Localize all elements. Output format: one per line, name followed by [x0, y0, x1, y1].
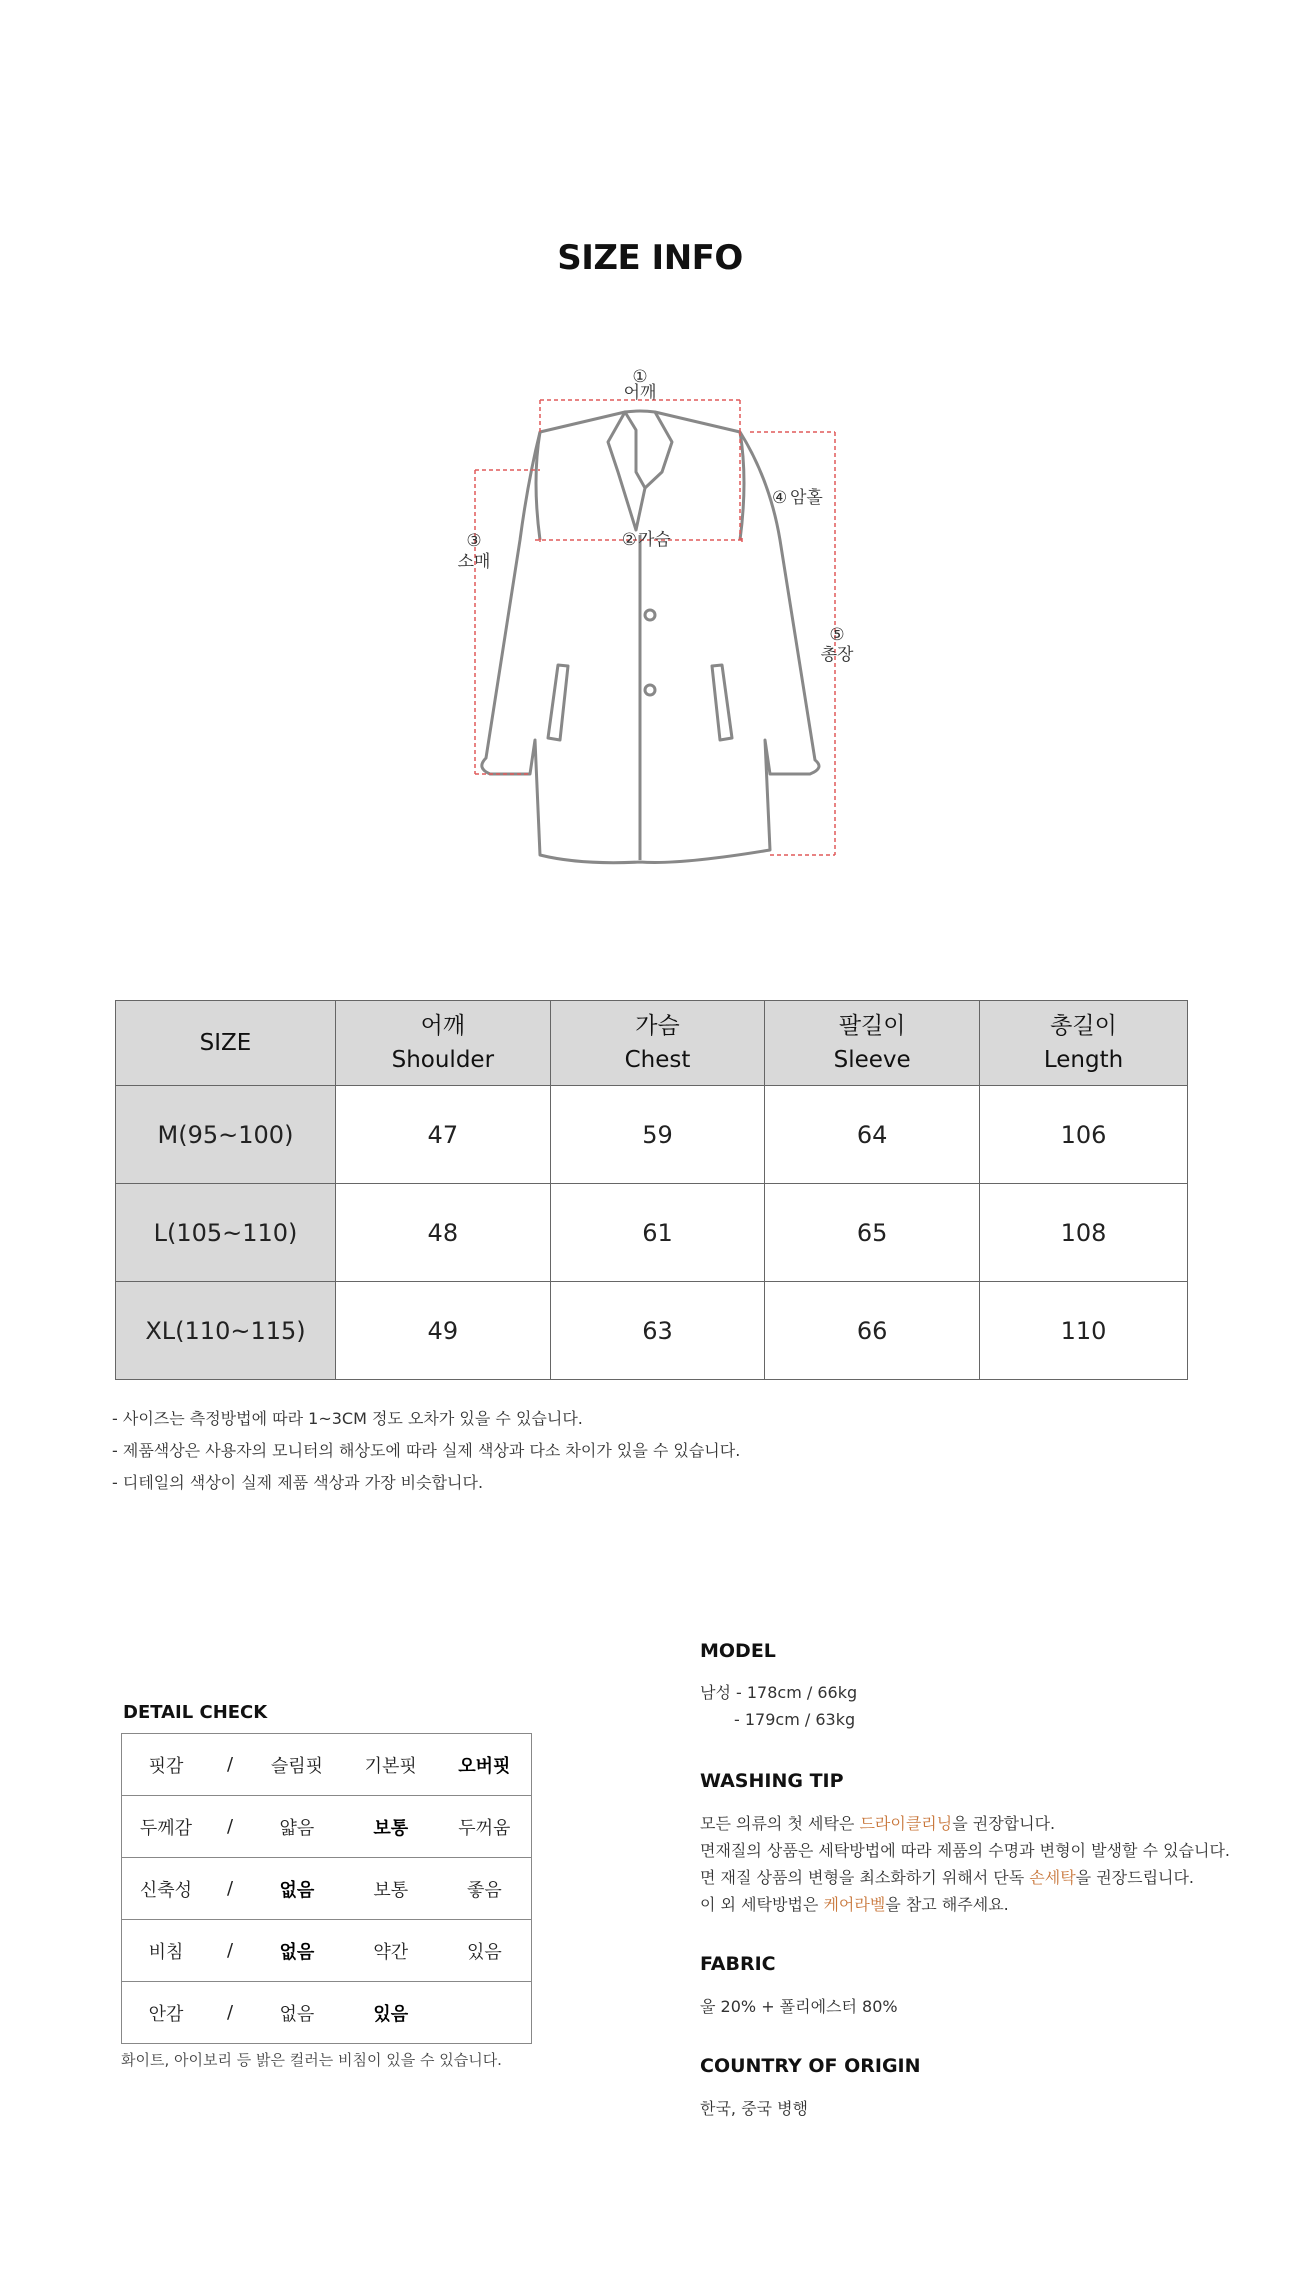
detail-separator: / [210, 1920, 250, 1982]
note-item: - 제품색상은 사용자의 모니터의 해상도에 따라 실제 색상과 다소 차이가 있을 수 있습니다. [112, 1441, 741, 1460]
fabric-title: FABRIC [700, 1953, 776, 1975]
detail-row-stretch [122, 1858, 532, 1920]
detail-row-thickness [122, 1796, 532, 1858]
sleeve-value: 66 [765, 1282, 980, 1380]
washing-line: 이 외 세탁방법은 케어라벨을 참고 해주세요. [700, 1895, 1009, 1914]
washing-line: 모든 의류의 첫 세탁은 드라이클리닝을 권장합니다. [700, 1814, 1056, 1833]
shoulder-value: 48 [336, 1184, 551, 1282]
detail-separator: / [210, 1796, 250, 1858]
highlight-care-label: 케어라벨 [823, 1895, 886, 1914]
detail-separator: / [210, 1982, 250, 2044]
detail-option: 기본핏 [344, 1734, 438, 1796]
detail-name: 안감 [122, 1982, 211, 2044]
detail-option-selected: 있음 [344, 1982, 438, 2044]
detail-option-selected: 없음 [250, 1920, 344, 1982]
origin-title: COUNTRY OF ORIGIN [700, 2055, 921, 2077]
length-value: 108 [980, 1184, 1188, 1282]
shoulder-value: 47 [336, 1086, 551, 1184]
detail-name: 두께감 [122, 1796, 211, 1858]
header-chest: 가슴 Chest [550, 1001, 765, 1086]
label-shoulder: 어깨 [623, 383, 657, 403]
detail-option: 좋음 [438, 1858, 532, 1920]
label-2-num: ② [621, 530, 637, 550]
label-chest: 가슴 [638, 530, 671, 550]
size-label: M(95~100) [116, 1086, 336, 1184]
washing-title: WASHING TIP [700, 1770, 844, 1792]
model-title: MODEL [700, 1640, 776, 1662]
detail-option-selected: 보통 [344, 1796, 438, 1858]
label-3-num: ③ [466, 531, 482, 551]
size-label: XL(110~115) [116, 1282, 336, 1380]
header-size: SIZE [116, 1001, 336, 1086]
label-length: 총장 [820, 645, 854, 665]
coat-size-diagram [440, 360, 860, 900]
label-armhole: 암홀 [790, 488, 823, 508]
detail-option [438, 1982, 532, 2044]
size-label: L(105~110) [116, 1184, 336, 1282]
table-row [116, 1184, 1188, 1282]
chest-value: 59 [550, 1086, 765, 1184]
chest-value: 61 [550, 1184, 765, 1282]
detail-row-fit [122, 1734, 532, 1796]
measure-guides [475, 400, 835, 855]
sleeve-value: 65 [765, 1184, 980, 1282]
highlight-dry-clean: 드라이클리닝 [859, 1814, 953, 1833]
detail-row-lining [122, 1982, 532, 2044]
detail-option-selected: 오버핏 [438, 1734, 532, 1796]
size-table-header [116, 1001, 1188, 1086]
coat-outline-icon [482, 411, 819, 863]
detail-name: 핏감 [122, 1734, 211, 1796]
detail-option: 슬림핏 [250, 1734, 344, 1796]
detail-option: 두꺼움 [438, 1796, 532, 1858]
detail-name: 비침 [122, 1920, 211, 1982]
detail-option-selected: 없음 [250, 1858, 344, 1920]
origin-text: 한국, 중국 병행 [700, 2099, 808, 2118]
length-value: 110 [980, 1282, 1188, 1380]
model-line: 남성 - 178cm / 66kg [700, 1683, 858, 1702]
sleeve-value: 64 [765, 1086, 980, 1184]
label-sleeve: 소매 [457, 552, 491, 572]
header-shoulder: 어깨 Shoulder [336, 1001, 551, 1086]
model-info [700, 1679, 857, 1733]
highlight-hand-wash: 손세탁 [1029, 1868, 1076, 1887]
length-value: 106 [980, 1086, 1188, 1184]
fabric-text: 울 20% + 폴리에스터 80% [700, 1997, 898, 2016]
washing-line: 면 재질 상품의 변형을 최소화하기 위해서 단독 손세탁을 권장드립니다. [700, 1868, 1195, 1887]
chest-value: 63 [550, 1282, 765, 1380]
detail-separator: / [210, 1858, 250, 1920]
label-1-num: ① [632, 367, 648, 387]
detail-check-title: DETAIL CHECK [123, 1702, 268, 1723]
label-5-num: ⑤ [829, 625, 845, 645]
detail-option: 얇음 [250, 1796, 344, 1858]
detail-note: 화이트, 아이보리 등 밝은 컬러는 비침이 있을 수 있습니다. [121, 2051, 502, 2069]
shoulder-value: 49 [336, 1282, 551, 1380]
detail-option: 있음 [438, 1920, 532, 1982]
size-table [115, 1000, 1188, 1380]
size-notes [112, 1403, 740, 1499]
detail-name: 신축성 [122, 1858, 211, 1920]
note-item: - 사이즈는 측정방법에 따라 1~3CM 정도 오차가 있을 수 있습니다. [112, 1409, 583, 1428]
detail-option: 없음 [250, 1982, 344, 2044]
label-4-num: ④ [772, 488, 788, 508]
table-row [116, 1086, 1188, 1184]
washing-line: 면재질의 상품은 세탁방법에 따라 제품의 수명과 변형이 발생할 수 있습니다. [700, 1841, 1230, 1860]
table-row [116, 1282, 1188, 1380]
header-length: 총길이 Length [980, 1001, 1188, 1086]
note-item: - 디테일의 색상이 실제 제품 색상과 가장 비슷합니다. [112, 1473, 484, 1492]
washing-info [700, 1810, 1230, 1918]
page-title: SIZE INFO [557, 238, 743, 278]
detail-option: 보통 [344, 1858, 438, 1920]
header-sleeve: 팔길이 Sleeve [765, 1001, 980, 1086]
detail-row-sheer [122, 1920, 532, 1982]
model-line: - 179cm / 63kg [734, 1710, 856, 1729]
detail-separator: / [210, 1734, 250, 1796]
detail-check-table [121, 1733, 532, 2044]
detail-option: 약간 [344, 1920, 438, 1982]
